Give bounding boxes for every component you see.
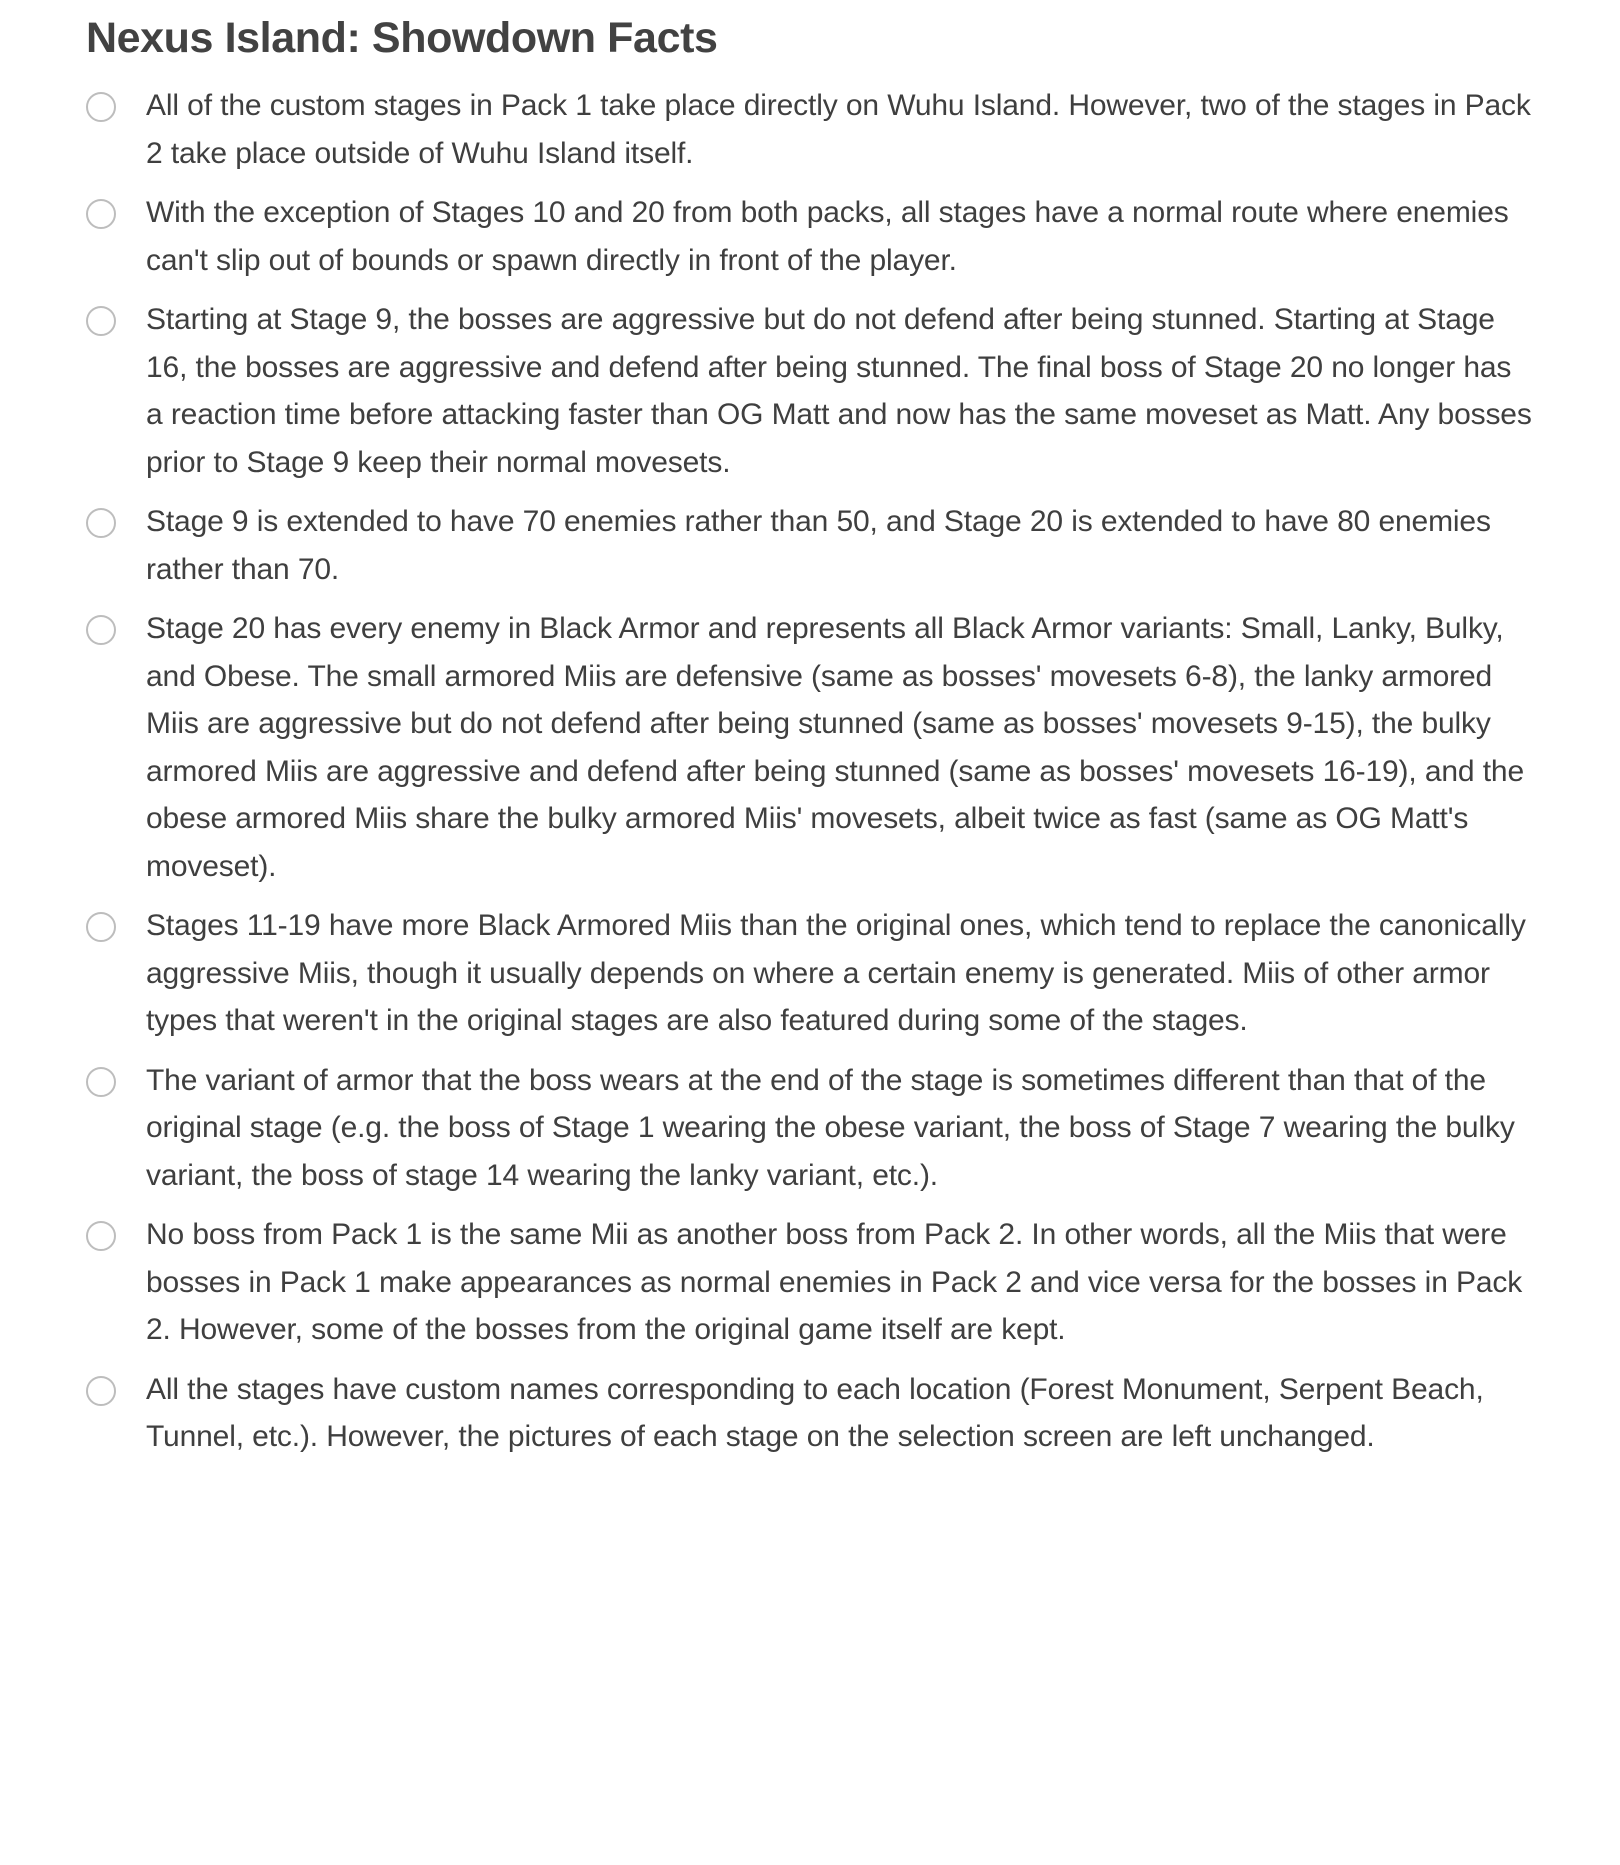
list-item-text: The variant of armor that the boss wears at the end of the stage is sometimes different than that of the original stage (e.g. the boss of Stage 1 wearing the obese variant, the boss of Stage 7 wearing the bulky variant, the boss of stage 14 wearing the lanky variant, etc.). <box>146 1063 1515 1192</box>
list-item-text: Starting at Stage 9, the bosses are aggressive but do not defend after being stunned. Starting at Stage 16, the bosses are aggressive and defend after being stunned. The final boss of Stage 20 no longer has a reaction time before attacking faster than OG Matt and now has the same moveset as Matt. Any bosses prior to Stage 9 keep their normal movesets. <box>146 303 1532 479</box>
empty-circle-icon[interactable] <box>86 92 116 122</box>
list-item-text: With the exception of Stages 10 and 20 from both packs, all stages have a normal route where enemies can't slip out of bounds or spawn directly in front of the player. <box>146 196 1509 277</box>
empty-circle-icon[interactable] <box>86 1067 116 1097</box>
list-item <box>86 189 1536 284</box>
list-item <box>86 1057 1536 1200</box>
empty-circle-icon[interactable] <box>86 615 116 645</box>
list-item <box>86 605 1536 890</box>
list-item <box>86 296 1536 486</box>
list-item <box>86 1366 1536 1461</box>
empty-circle-icon[interactable] <box>86 1376 116 1406</box>
list-item-text: No boss from Pack 1 is the same Mii as another boss from Pack 2. In other words, all the Miis that were bosses in Pack 1 make appearances as normal enemies in Pack 2 and vice versa for the bosses in Pack 2. However, some of the bosses from the original game itself are kept. <box>146 1218 1523 1346</box>
list-item-text: Stage 9 is extended to have 70 enemies rather than 50, and Stage 20 is extended to have 80 enemies rather than 70. <box>146 505 1491 586</box>
list-item-text: Stages 11-19 have more Black Armored Miis than the original ones, which tend to replace the canonically aggressive Miis, though it usually depends on where a certain enemy is generated. Miis of other armor types that weren't in the original stages are also featured during some of the stages. <box>146 909 1526 1037</box>
empty-circle-icon[interactable] <box>86 508 116 538</box>
page-title: Nexus Island: Showdown Facts <box>86 14 718 62</box>
empty-circle-icon[interactable] <box>86 912 116 942</box>
empty-circle-icon[interactable] <box>86 306 116 336</box>
empty-circle-icon[interactable] <box>86 199 116 229</box>
list-item-text: All the stages have custom names corresponding to each location (Forest Monument, Serpent Beach, Tunnel, etc.). However, the pictures of each stage on the selection screen are left unchanged. <box>146 1372 1484 1453</box>
facts-list <box>86 82 1536 1473</box>
list-item <box>86 82 1536 177</box>
list-item <box>86 498 1536 593</box>
list-item <box>86 1211 1536 1354</box>
empty-circle-icon[interactable] <box>86 1221 116 1251</box>
list-item <box>86 902 1536 1045</box>
list-item-text: Stage 20 has every enemy in Black Armor and represents all Black Armor variants: Small, Lanky, Bulky, and Obese. The small armored Miis are defensive (same as bosses' movesets 6-8), the lanky armored Miis are aggressive but do not defend after being stunned (same as bosses' movesets 9-15), the bulky armored Miis are aggressive and defend after being stunned (same as bosses' movesets 16-19), and the obese armored Miis share the bulky armored Miis' movesets, albeit twice as fast (same as OG Matt's moveset). <box>146 612 1524 883</box>
list-item-text: All of the custom stages in Pack 1 take place directly on Wuhu Island. However, two of the stages in Pack 2 take place outside of Wuhu Island itself. <box>146 89 1531 170</box>
